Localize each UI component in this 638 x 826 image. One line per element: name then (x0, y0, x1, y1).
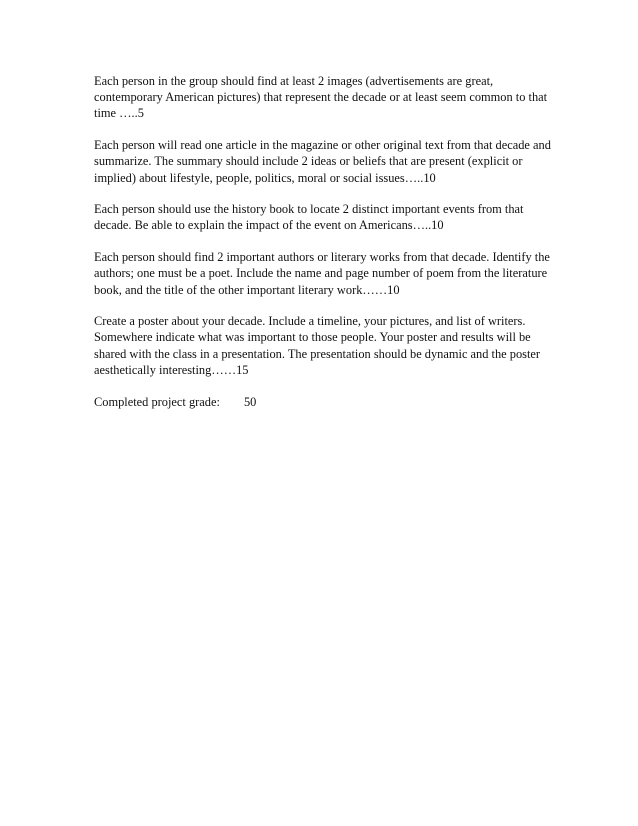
paragraph-authors-task: Each person should find 2 important authors or literary works from that decade. Identify the authors; one must be a poet. Include the name and page number of poem from the literature book, and the title of the other important literary work……10 (94, 250, 550, 297)
paragraph-images-task: Each person in the group should find at least 2 images (advertisements are great, contemporary American pictures) that represent the decade or at least seem common to that time …..5 (94, 74, 548, 121)
paragraph-article-task: Each person will read one article in the magazine or other original text from that decade and summarize. The summary should include 2 ideas or beliefs that are present (explicit or implied) about lifestyle, people, politics, moral or social issues…..10 (94, 138, 551, 185)
paragraph-poster-task: Create a poster about your decade. Include a timeline, your pictures, and list of writers. Somewhere indicate what was important to those people. Your poster and results will be shared with the class in a presentation. The presentation should be dynamic and the poster aesthetically interesting……15 (94, 314, 541, 377)
paragraph-history-task: Each person should use the history book to locate 2 distinct important events from that decade. Be able to explain the impact of the event on Americans…..10 (94, 202, 524, 233)
document-body (94, 73, 554, 410)
grade-label: Completed project grade: (94, 394, 220, 409)
grade-value: 50 (243, 394, 257, 409)
project-grade-line (94, 394, 554, 410)
